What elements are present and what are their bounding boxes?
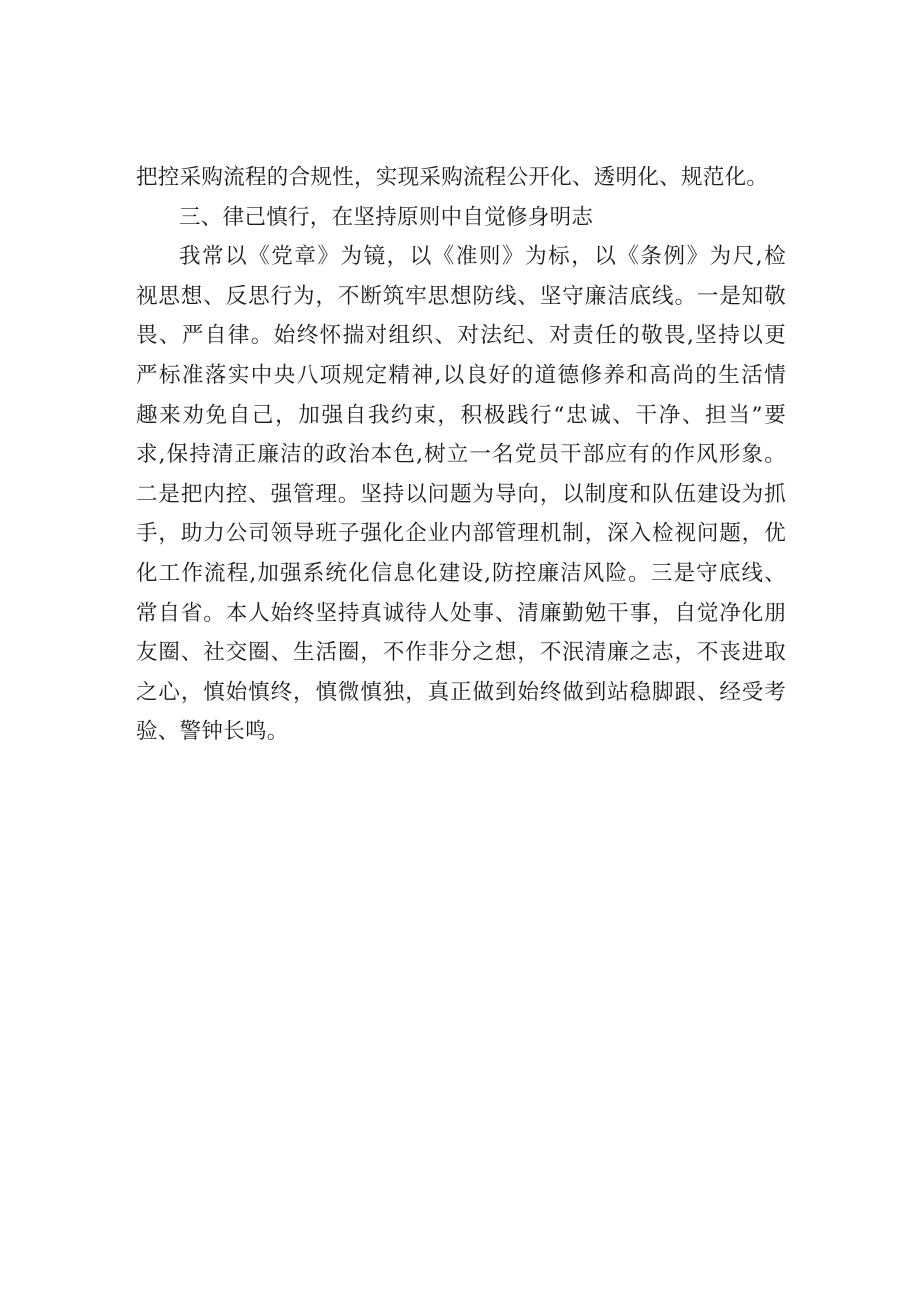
text-line: 严标准落实中央八项规定精神,以良好的道德修养和高尚的生活情 (136, 362, 786, 388)
text-line: 之心，慎始慎终，慎微慎独，真正做到始终做到站稳脚跟、经受考 (136, 679, 786, 705)
text-line: 二是把内控、强管理。坚持以问题为导向，以制度和队伍建设为抓 (136, 481, 786, 507)
text-line: 把控采购流程的合规性，实现采购流程公开化、透明化、规范化。 (136, 165, 769, 190)
text-line: 趣来劝免自己，加强自我约束，积极践行“忠诚、干净、担当”要 (136, 402, 786, 428)
section-heading (136, 198, 786, 238)
text-line: 化工作流程,加强系统化信息化建设,防控廉洁风险。三是守底线、 (136, 560, 786, 586)
heading-line: 三、律己慎行，在坚持原则中自觉修身明志 (179, 204, 594, 230)
text-line: 友圈、社交圈、生活圈，不作非分之想，不泯清廉之志，不丧进取 (136, 640, 786, 666)
text-line: 常自省。本人始终坚持真诚待人处事、清廉勤勉干事，自觉净化朋 (136, 600, 786, 626)
body-paragraph (136, 237, 786, 752)
text-line: 求,保持清正廉洁的政治本色,树立一名党员干部应有的作风形象。 (136, 442, 786, 468)
text-line: 验、警钟长鸣。 (136, 719, 289, 745)
text-line: 视思想、反思行为，不断筑牢思想防线、坚守廉洁底线。一是知敬 (136, 283, 786, 309)
text-line: 畏、严自律。始终怀揣对组织、对法纪、对责任的敬畏,坚持以更 (136, 323, 786, 349)
document-body (136, 158, 786, 752)
text-line: 我常以《党章》为镜，以《准则》为标，以《条例》为尺,检 (179, 244, 786, 270)
text-line: 手，助力公司领导班子强化企业内部管理机制，深入检视问题，优 (136, 521, 786, 547)
continuation-paragraph (136, 158, 786, 198)
